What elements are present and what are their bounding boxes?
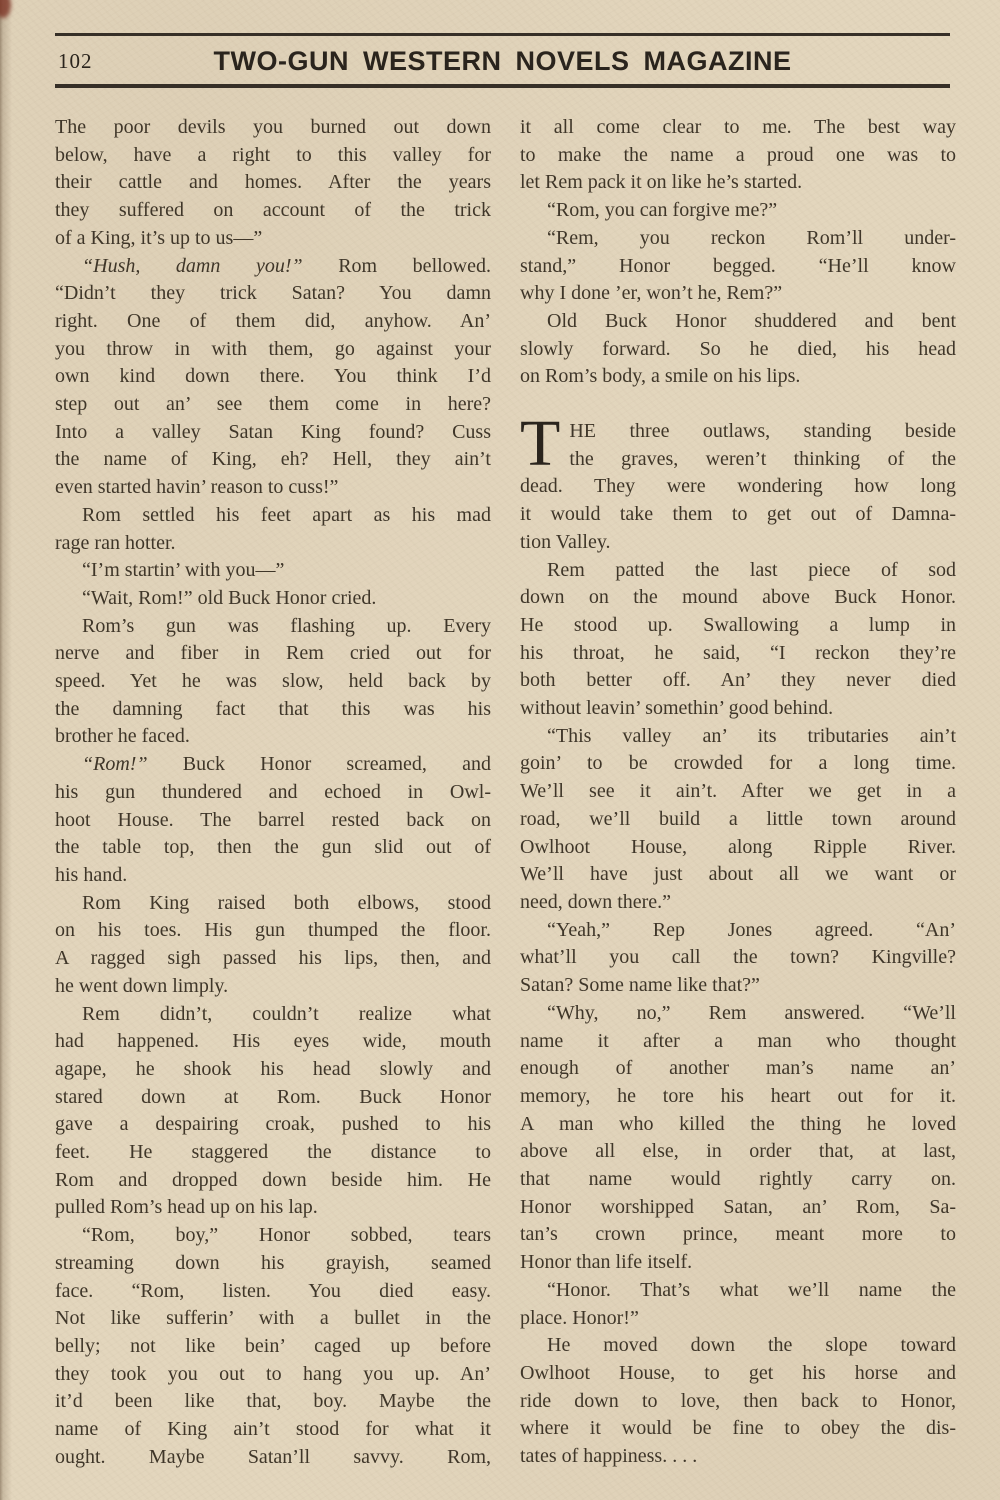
text-line: speed. Yet he was slow, held back by <box>55 670 491 693</box>
text-line: own kind down there. You think I’d <box>55 365 491 388</box>
text-line: hoot House. The barrel rested back on <box>55 808 491 831</box>
text-line: on his toes. His gun thumped the floor. <box>55 919 491 942</box>
text-line: their cattle and homes. After the years <box>55 171 491 194</box>
text-line: face. “Rom, listen. You died easy. <box>55 1279 491 1302</box>
text-line: Honor than life itself. <box>520 1251 693 1274</box>
text-line: enough of another man’s name an’ <box>520 1057 956 1080</box>
text-line: memory, he tore his heart out for it. <box>520 1084 956 1107</box>
text-line: “I’m startin’ with you—” <box>82 559 285 582</box>
paragraph <box>520 197 956 225</box>
text-line: you throw in with them, go against your <box>55 337 491 360</box>
paragraph <box>520 114 956 197</box>
page-edge-shadow <box>0 0 12 1500</box>
text-line: tion Valley. <box>520 530 611 553</box>
text-line: below, have a right to this valley for <box>55 143 491 166</box>
paragraph <box>55 613 491 752</box>
text-line: on Rom’s body, a smile on his lips. <box>520 365 801 388</box>
text-line: right. One of them did, anyhow. An’ <box>55 309 491 332</box>
text-line: rage ran hotter. <box>55 531 176 554</box>
text-line: pulled Rom’s head up on his lap. <box>55 1196 318 1219</box>
text-line: A man who killed the thing he loved <box>520 1112 956 1135</box>
paragraph <box>55 1222 491 1471</box>
text-line: that name would rightly carry on. <box>520 1168 956 1191</box>
text-line: “Honor. That’s what we’ll name the <box>547 1278 956 1301</box>
text-line: “Rom, boy,” Honor sobbed, tears <box>82 1224 491 1247</box>
text-line: stared down at Rom. Buck Honor <box>55 1085 491 1108</box>
text-line: let Rem pack it on like he’s started. <box>520 171 803 194</box>
text-line: down on the mound above Buck Honor. <box>520 586 956 609</box>
text-line: of a King, it’s up to us—” <box>55 226 263 249</box>
text-line: dead. They were wondering how long <box>520 475 956 498</box>
text-line: Owlhoot House, to get his horse and <box>520 1361 956 1384</box>
text-line: even started havin’ reason to cuss!” <box>55 476 339 499</box>
text-line: his gun thundered and echoed in Owl- <box>55 780 491 803</box>
text-line: Rom King raised both elbows, stood <box>82 891 491 914</box>
paragraph <box>55 557 491 585</box>
paragraph <box>55 751 491 890</box>
text-line: “Rem, you reckon Rom’ll under- <box>547 226 956 249</box>
corner-ink-smudge <box>0 0 11 18</box>
text-line: it would take them to get out of Damna- <box>520 503 956 526</box>
text-line: he went down limply. <box>55 974 229 997</box>
text-line: Rom’s gun was flashing up. Every <box>82 614 491 637</box>
paragraph <box>520 1000 956 1277</box>
right-column <box>520 114 956 1471</box>
paragraph <box>55 585 491 613</box>
text-line: need, down there.” <box>520 890 672 913</box>
magazine-title: TWO-GUN WESTERN NOVELS MAGAZINE <box>213 46 792 76</box>
header-rule-bottom <box>55 84 950 88</box>
text-line: the graves, weren’t thinking of the <box>569 447 956 470</box>
text-line: the damning fact that this was his <box>55 697 491 720</box>
drop-cap-letter: T <box>520 407 561 481</box>
text-columns <box>55 114 956 1471</box>
paragraph <box>55 890 491 1001</box>
text-line: step out an’ see them come in here? <box>55 393 491 416</box>
text-line: “Rom, you can forgive me?” <box>547 199 778 222</box>
paragraph <box>55 1001 491 1223</box>
paragraph <box>520 723 956 917</box>
text-line: place. Honor!” <box>520 1306 639 1329</box>
text-line: Rem patted the last piece of sod <box>547 558 956 581</box>
page-number: 102 <box>58 49 93 73</box>
text-line: both better off. An’ they never died <box>520 669 956 692</box>
text-line: why I done ’er, won’t he, Rem?” <box>520 282 783 305</box>
text-line: A ragged sigh passed his lips, then, and <box>55 947 491 970</box>
text-line: it’d been like that, boy. Maybe the <box>55 1390 491 1413</box>
text-line: name of King ain’t stood for what it <box>55 1418 491 1441</box>
text-line: they took you out to hang you up. An’ <box>55 1362 491 1385</box>
paragraph <box>55 114 491 253</box>
text-line: gave a despairing croak, pushed to his <box>55 1113 491 1136</box>
text-line: ought. Maybe Satan’ll savvy. Rom, <box>55 1445 491 1468</box>
text-line: We’ll have just about all we want or <box>520 863 956 886</box>
text-line: tan’s crown prince, meant more to <box>520 1223 956 1246</box>
text-line: He stood up. Swallowing a lump in <box>520 613 956 636</box>
text-line: nerve and fiber in Rem cried out for <box>55 642 491 665</box>
paragraph <box>520 1332 956 1471</box>
text-line: Honor worshipped Satan, an’ Rom, Sa- <box>520 1195 956 1218</box>
left-column <box>55 114 491 1471</box>
paragraph <box>520 225 956 308</box>
paragraph <box>520 407 956 557</box>
text-line: Satan? Some name like that?” <box>520 974 760 997</box>
text-line: tates of happiness. . . . <box>520 1445 698 1468</box>
text-line: the name of King, eh? Hell, they ain’t <box>55 448 491 471</box>
text-line: Into a valley Satan King found? Cuss <box>55 420 491 443</box>
text-line: brother he faced. <box>55 725 190 748</box>
text-line: to make the name a proud one was to <box>520 143 956 166</box>
text-line: Old Buck Honor shuddered and bent <box>547 309 956 332</box>
text-line: name it after a man who thought <box>520 1029 956 1052</box>
text-line: above all else, in order that, at last, <box>520 1140 956 1163</box>
text-line: “Yeah,” Rep Jones agreed. “An’ <box>547 918 956 941</box>
text-line: they suffered on account of the trick <box>55 199 491 222</box>
text-line: He moved down the slope toward <box>547 1334 956 1357</box>
text-line: it all come clear to me. The best way <box>520 116 956 138</box>
text-line: where it would be fine to obey the dis- <box>520 1417 956 1440</box>
text-line: Rom and dropped down beside him. He <box>55 1168 491 1191</box>
text-line: Rom settled his feet apart as his mad <box>82 503 491 526</box>
text-line: We’ll see it ain’t. After we get in a <box>520 780 956 803</box>
text-line: “This valley an’ its tributaries ain’t <box>547 724 956 747</box>
text-line: The poor devils you burned out down <box>55 116 491 138</box>
text-line: ride down to love, then back to Honor, <box>520 1389 956 1412</box>
paragraph <box>520 557 956 723</box>
text-line: “Hush, damn you!” Rom bellowed. <box>82 254 491 277</box>
text-line: agape, he shook his head slowly and <box>55 1057 491 1080</box>
text-line: had happened. His eyes wide, mouth <box>55 1030 491 1053</box>
text-line: Owlhoot House, along Ripple River. <box>520 835 956 858</box>
paragraph <box>520 917 956 1000</box>
paragraph <box>520 308 956 391</box>
text-line: “Didn’t they trick Satan? You damn <box>55 282 491 305</box>
text-line: HE three outlaws, standing beside <box>569 420 956 443</box>
paragraph <box>55 253 491 502</box>
text-line: without leavin’ somethin’ good behind. <box>520 697 834 720</box>
paragraph <box>55 502 491 557</box>
text-line: Rem didn’t, couldn’t realize what <box>82 1002 491 1025</box>
italic-phrase: “Hush, damn you!” <box>82 254 303 277</box>
text-line: goin’ to be crowded for a long time. <box>520 752 956 775</box>
text-line: the table top, then the gun slid out of <box>55 836 491 859</box>
text-line: belly; not like bein’ caged up before <box>55 1334 491 1357</box>
text-line: stand,” Honor begged. “He’ll know <box>520 254 956 277</box>
text-line: road, we’ll build a little town around <box>520 807 956 830</box>
text-line: his throat, he said, “I reckon they’re <box>520 641 956 664</box>
text-line: “Wait, Rom!” old Buck Honor cried. <box>82 586 377 609</box>
text-line: what’ll you call the town? Kingville? <box>520 946 956 969</box>
paragraph <box>520 1277 956 1332</box>
text-line: slowly forward. So he died, his head <box>520 337 956 360</box>
text-line: “Rom!” Buck Honor screamed, and <box>82 753 491 776</box>
header-rule-top <box>55 33 950 36</box>
text-line: streaming down his grayish, seamed <box>55 1251 491 1274</box>
text-line: Not like sufferin’ with a bullet in the <box>55 1307 491 1330</box>
italic-phrase: “Rom!” <box>82 753 148 776</box>
text-line: his hand. <box>55 863 128 886</box>
text-line: “Why, no,” Rem answered. “We’ll <box>547 1001 956 1024</box>
text-line: feet. He staggered the distance to <box>55 1141 491 1164</box>
